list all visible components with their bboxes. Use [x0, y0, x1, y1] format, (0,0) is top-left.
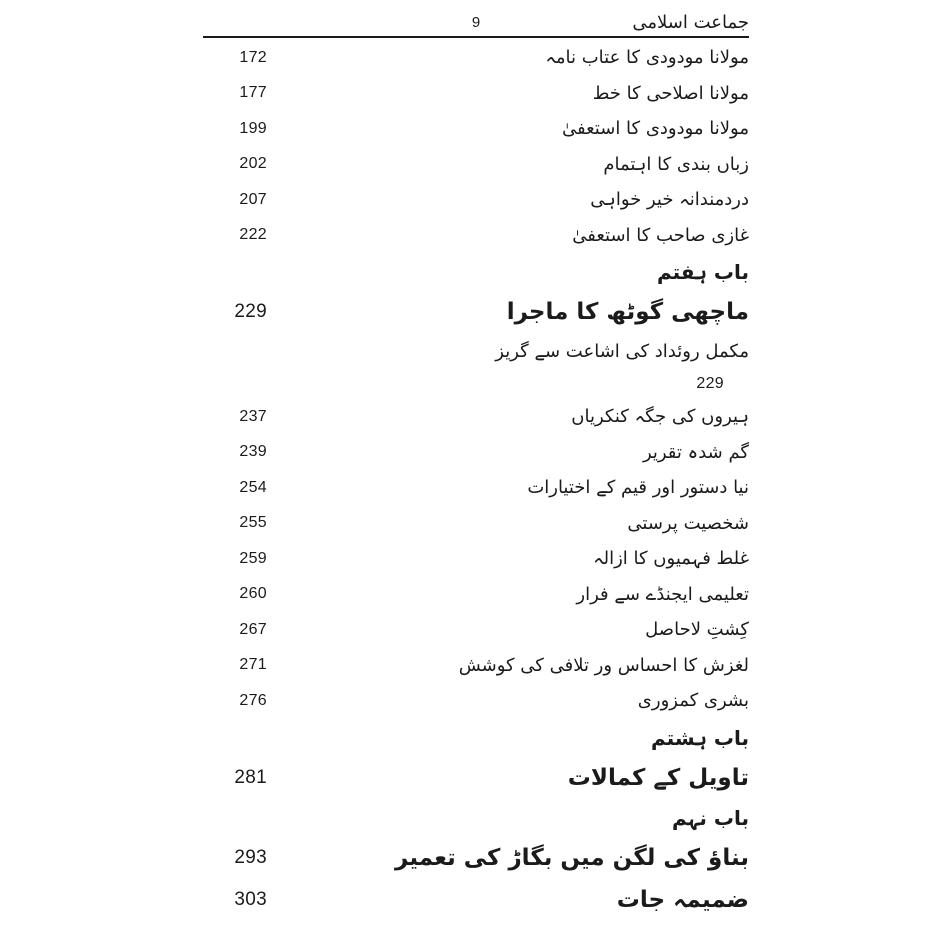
toc-row [203, 111, 749, 147]
toc-row [203, 291, 749, 333]
toc-entry-title: تعلیمی ایجنڈے سے فرار [576, 583, 749, 605]
toc-page-number: 199 [239, 119, 267, 137]
toc-entry-title: دردمندانہ خیر خواہی [590, 189, 749, 211]
toc-entry-title: بناؤ کی لگن میں بگاڑ کی تعمیر [395, 844, 749, 871]
toc-list [203, 38, 749, 921]
toc-row [203, 648, 749, 684]
toc-row [203, 435, 749, 471]
toc-row [203, 76, 749, 112]
toc-entry-title: باب ہفتم [656, 260, 749, 284]
toc-row [203, 683, 749, 719]
book-title: جماعت اسلامی [632, 12, 749, 33]
toc-row [203, 612, 749, 648]
toc-entry-title: ماچھی گوٹھ کا ماجرا [506, 299, 749, 325]
toc-row [203, 40, 749, 76]
toc-entry-title: باب نہم [672, 805, 749, 830]
toc-entry-title: گم شدہ تقریر [642, 441, 749, 463]
toc-entry-title: غلط فہمیوں کا ازالہ [593, 548, 749, 570]
toc-page-number: 293 [234, 846, 267, 868]
toc-wrapped-page-number: 229 [696, 375, 724, 392]
toc-page-number: 259 [239, 549, 267, 567]
toc-page-number: 281 [234, 766, 267, 788]
toc-row [203, 369, 749, 399]
toc-page-number: 255 [239, 514, 267, 532]
toc-entry-title: ہیروں کی جگہ کنکریاں [571, 406, 749, 428]
toc-entry-title: مولانا اصلاحی کا خط [592, 82, 749, 104]
toc-entry-title: مولانا مودودی کا عتاب نامہ [545, 47, 749, 69]
toc-entry-title: باب ہشتم [651, 725, 749, 750]
toc-row [203, 218, 749, 254]
page-content [203, 0, 749, 921]
toc-row [203, 147, 749, 183]
toc-row [203, 837, 749, 879]
toc-entry-title: شخصیت پرستی [627, 512, 749, 534]
toc-row [203, 333, 749, 369]
toc-row [203, 541, 749, 577]
toc-row [203, 879, 749, 921]
toc-entry-title: کِشتِ لاحاصل [645, 619, 749, 641]
toc-page-number: 172 [239, 48, 267, 66]
toc-entry-title: مکمل روئداد کی اشاعت سے گریز [495, 340, 749, 362]
toc-row [203, 577, 749, 613]
toc-page-number: 207 [239, 190, 267, 208]
toc-entry-title: ضمیمہ جات [616, 886, 749, 913]
toc-entry-title: مولانا مودودی کا استعفیٰ [562, 118, 749, 140]
toc-row [203, 757, 749, 799]
toc-entry-title: تاویل کے کمالات [567, 764, 749, 791]
toc-row [203, 253, 749, 291]
toc-page-number: 177 [239, 84, 267, 102]
toc-row [203, 470, 749, 506]
toc-page-number: 229 [234, 301, 267, 322]
toc-row [203, 399, 749, 435]
toc-page-number: 202 [239, 155, 267, 173]
toc-page-number: 303 [234, 888, 267, 910]
toc-page-number: 237 [239, 407, 267, 425]
toc-row [203, 182, 749, 218]
page-number: 9 [471, 14, 481, 31]
toc-page-number: 267 [239, 620, 267, 638]
toc-entry-title: لغزش کا احساس ور تلافی کی کوشش [458, 654, 749, 676]
toc-page-number: 271 [239, 656, 267, 674]
toc-entry-title: نیا دستور اور قیم کے اختیارات [527, 477, 749, 499]
toc-page-number: 239 [239, 443, 267, 461]
toc-page-number: 222 [239, 226, 267, 244]
toc-page-number: 260 [239, 585, 267, 603]
toc-entry-title: غازی صاحب کا استعفیٰ [572, 224, 749, 246]
toc-row [203, 799, 749, 837]
toc-row [203, 506, 749, 542]
toc-entry-title: بشری کمزوری [637, 690, 749, 712]
toc-row [203, 719, 749, 757]
page-header [203, 0, 749, 38]
toc-page-number: 276 [239, 691, 267, 709]
toc-page-number: 254 [239, 478, 267, 496]
toc-entry-title: زباں بندی کا اہتمام [603, 153, 749, 175]
